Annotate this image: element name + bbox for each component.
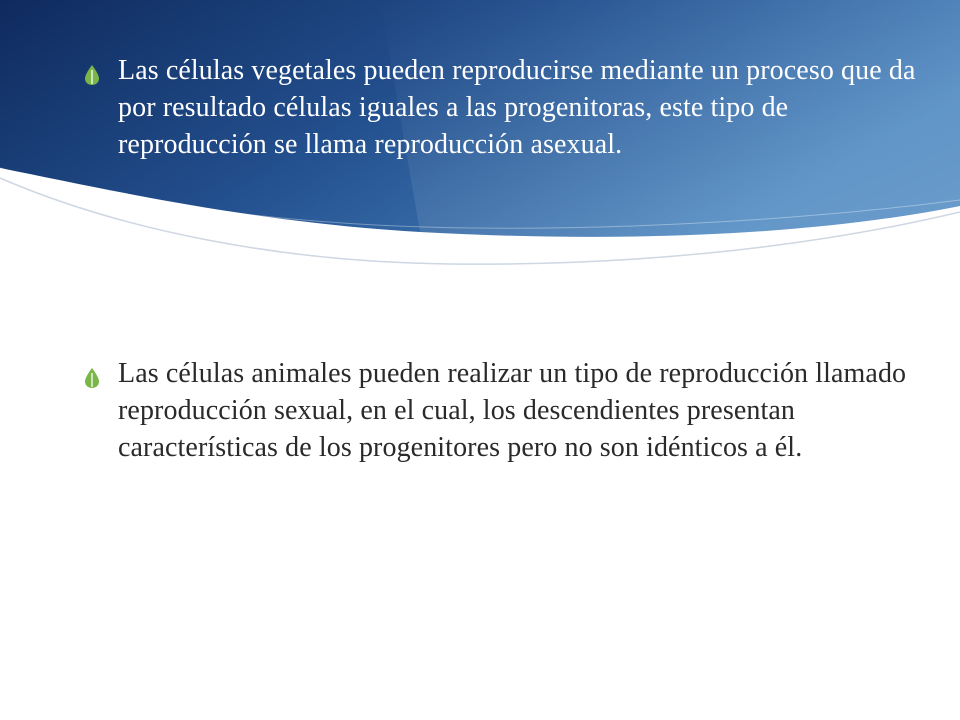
bullet-text: Las células vegetales pueden reproducirse mediante un proceso que da por resultado células iguales a las progenitoras, este tipo de reproducción se llama reproducción asexual. — [118, 55, 916, 160]
bullet-text: Las células animales pueden realizar un tipo de reproducción llamado reproducción sexual, en el cual, los descendientes presentan características de los progenitores pero no son idénticos a él. — [118, 358, 907, 463]
leaf-drop-icon — [84, 367, 100, 389]
leaf-drop-icon — [84, 64, 100, 86]
